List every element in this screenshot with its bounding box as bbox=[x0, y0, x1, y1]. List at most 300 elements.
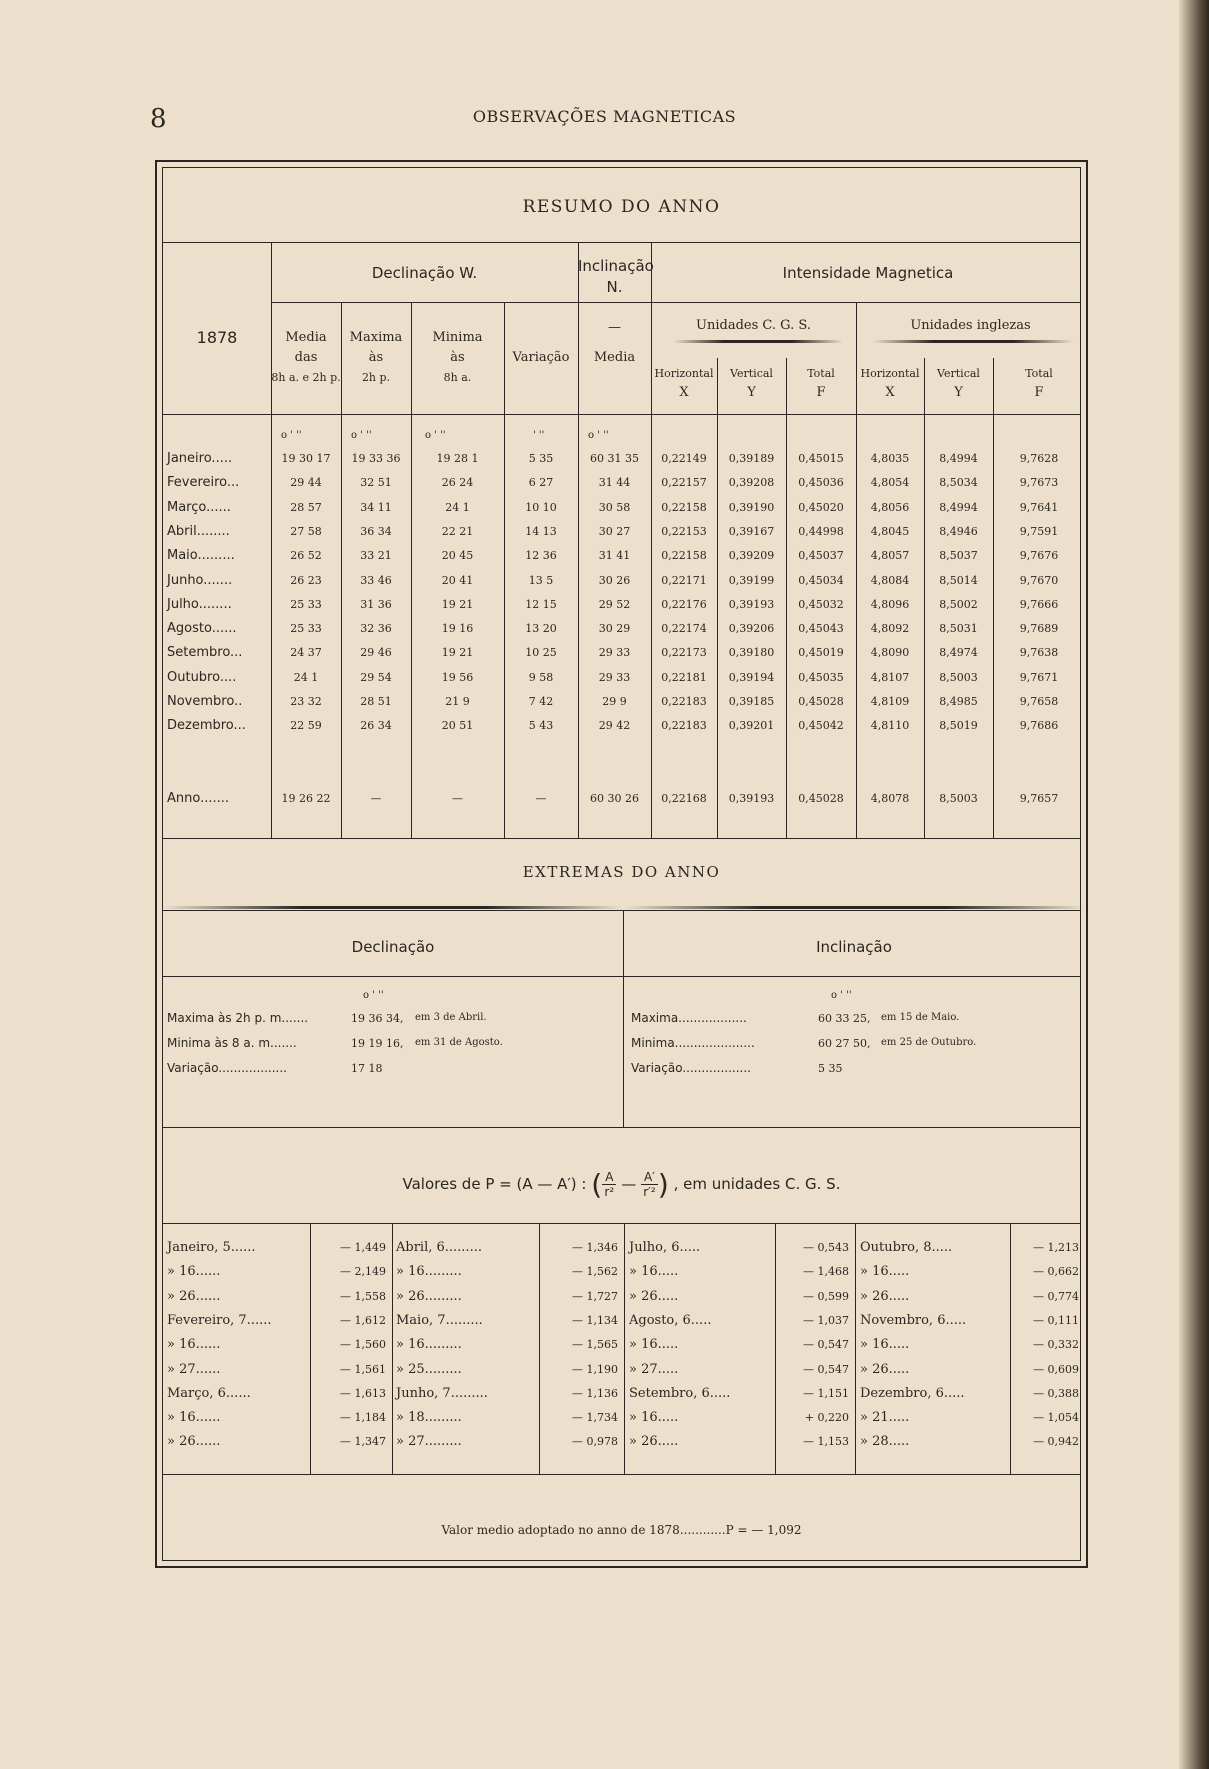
cell-ix: 4,8035 bbox=[870, 452, 910, 465]
unit-symbols: o ' '' bbox=[351, 430, 372, 441]
extremas-incl-units: o ' '' bbox=[831, 990, 852, 1001]
cell-cx: 0,22158 bbox=[661, 549, 707, 563]
cell-iy: 8,4994 bbox=[939, 452, 978, 465]
unit-symbols: ' '' bbox=[533, 430, 545, 441]
extremas-incl-note: em 15 de Maio. bbox=[881, 1012, 960, 1023]
cell-iy: 8,5002 bbox=[939, 597, 978, 611]
table-row bbox=[163, 718, 1085, 738]
cell-maxima: 34 11 bbox=[360, 500, 392, 514]
p-date-label: Julho, 6..... bbox=[629, 1240, 701, 1255]
extremas-swash bbox=[625, 906, 1085, 909]
p-value: — 2,149 bbox=[340, 1265, 386, 1279]
cell-ix: 4,8096 bbox=[870, 597, 910, 611]
p-date-label: Março, 6...... bbox=[167, 1385, 251, 1401]
inglezas-header: Unidades inglezas bbox=[910, 318, 1031, 333]
declinacao-header: Declinação W. bbox=[371, 264, 478, 282]
cell-minima: 20 51 bbox=[441, 719, 474, 733]
cell-variacao: — bbox=[535, 792, 547, 805]
cell-incl: 29 52 bbox=[598, 597, 631, 611]
extremas-decl-value: 19 36 34, bbox=[351, 1012, 404, 1025]
cell-if: 9,7657 bbox=[1019, 792, 1059, 805]
table-row-anno bbox=[163, 791, 1085, 811]
month-label: Fevereiro... bbox=[167, 475, 240, 491]
p-date-label: » 26...... bbox=[167, 1434, 221, 1450]
p-date-label: » 26..... bbox=[629, 1434, 679, 1450]
cgs-total: Total F bbox=[807, 367, 835, 400]
cell-variacao: 10 25 bbox=[525, 646, 557, 660]
p-value: — 0,111 bbox=[1033, 1313, 1079, 1327]
cell-if: 9,7591 bbox=[1019, 524, 1059, 538]
divider bbox=[775, 1223, 776, 1474]
divider bbox=[163, 414, 1080, 415]
p-value: — 1,734 bbox=[572, 1411, 618, 1425]
month-label: Maio......... bbox=[167, 548, 235, 564]
p-value: — 0,662 bbox=[1033, 1265, 1079, 1279]
cell-cx: 0,22173 bbox=[661, 646, 707, 660]
cgs-vertical: Vertical Y bbox=[730, 367, 773, 400]
divider bbox=[1010, 1223, 1011, 1474]
extremas-incl-label: Variação.................. bbox=[631, 1061, 751, 1075]
p-value: — 1,727 bbox=[572, 1289, 618, 1303]
extremas-decl-label: Minima às 8 a. m....... bbox=[167, 1036, 297, 1050]
p-value: — 1,153 bbox=[803, 1435, 849, 1449]
page-number: 8 bbox=[150, 104, 167, 134]
p-value: — 0,388 bbox=[1033, 1386, 1079, 1400]
cell-ix: 4,8107 bbox=[870, 670, 910, 684]
cell-maxima: 19 33 36 bbox=[351, 452, 401, 465]
cell-minima: 21 9 bbox=[445, 695, 470, 708]
p-date-label: » 27...... bbox=[167, 1361, 221, 1377]
extremas-incl-note: em 25 de Outubro. bbox=[881, 1037, 977, 1048]
cell-minima: 19 28 1 bbox=[436, 452, 479, 465]
cell-cy: 0,39194 bbox=[728, 670, 775, 684]
p-date-label: Fevereiro, 7...... bbox=[167, 1312, 272, 1328]
p-date-label: » 16..... bbox=[860, 1337, 910, 1353]
table-row bbox=[163, 694, 1085, 714]
month-label: Julho........ bbox=[167, 596, 232, 612]
p-date-label: » 21..... bbox=[860, 1410, 910, 1426]
cell-ix: 4,8078 bbox=[870, 792, 910, 805]
p-value: — 0,543 bbox=[803, 1241, 849, 1254]
cell-cf: 0,45028 bbox=[798, 792, 844, 805]
cell-cx: 0,22153 bbox=[661, 524, 707, 538]
cell-variacao: 5 43 bbox=[528, 719, 554, 733]
month-label: Dezembro... bbox=[167, 718, 246, 734]
table-row bbox=[163, 524, 1085, 544]
cell-minima: 22 21 bbox=[441, 524, 474, 538]
p-value: — 0,774 bbox=[1033, 1289, 1079, 1303]
divider bbox=[624, 1223, 625, 1474]
p-date-label: Novembro, 6..... bbox=[860, 1312, 967, 1328]
ing-vertical: Vertical Y bbox=[937, 367, 980, 400]
p-date-label: Agosto, 6..... bbox=[629, 1312, 712, 1328]
extremas-incl-label: Minima..................... bbox=[631, 1036, 755, 1050]
cell-variacao: 13 5 bbox=[528, 573, 554, 587]
p-date-label: Janeiro, 5...... bbox=[167, 1240, 256, 1255]
cell-maxima: 29 46 bbox=[360, 646, 392, 660]
p-date-label: » 16...... bbox=[167, 1337, 221, 1353]
cell-media: 25 33 bbox=[290, 622, 322, 636]
month-label: Anno....... bbox=[167, 791, 230, 806]
p-value: — 0,547 bbox=[803, 1338, 849, 1352]
valores-title: Valores de P = (A — A′) : ( $\frac{A}{\text{r²}}$ — $\frac{A'}{\text{r′²}}$ ) , em unidades C. G. S. bbox=[402, 1168, 841, 1201]
cell-variacao: 14 13 bbox=[525, 524, 557, 538]
p-date-label: Outubro, 8..... bbox=[860, 1240, 953, 1255]
cell-media: 24 1 bbox=[293, 670, 319, 684]
p-value: — 1,560 bbox=[340, 1338, 386, 1352]
cgs-swash bbox=[673, 340, 843, 343]
cell-incl: 31 41 bbox=[598, 549, 631, 563]
cell-maxima: 29 54 bbox=[360, 670, 392, 684]
cell-cf: 0,45035 bbox=[798, 670, 844, 684]
p-date-label: Abril, 6......... bbox=[396, 1240, 482, 1255]
p-value: — 1,561 bbox=[340, 1362, 386, 1376]
table-row bbox=[163, 548, 1085, 568]
table-row bbox=[163, 500, 1085, 520]
cell-ix: 4,8109 bbox=[870, 695, 910, 708]
cell-cy: 0,39201 bbox=[728, 719, 775, 733]
cell-cy: 0,39189 bbox=[728, 452, 775, 465]
cell-cy: 0,39185 bbox=[728, 695, 775, 708]
extremas-decl-label: Maxima às 2h p. m....... bbox=[167, 1011, 309, 1025]
extremas-decl-note: em 3 de Abril. bbox=[415, 1012, 487, 1023]
cell-maxima: 32 51 bbox=[360, 476, 392, 490]
p-value: — 1,468 bbox=[803, 1265, 849, 1279]
p-value: — 0,332 bbox=[1033, 1338, 1079, 1352]
cell-incl: 29 9 bbox=[602, 695, 627, 708]
extremas-incl-value: 5 35 bbox=[818, 1062, 843, 1075]
cell-cx: 0,22181 bbox=[661, 670, 707, 684]
running-title: OBSERVAÇÕES MAGNETICAS bbox=[472, 107, 737, 126]
cell-iy: 8,5014 bbox=[939, 573, 978, 587]
extremas-decl-label: Variação.................. bbox=[167, 1061, 287, 1075]
year-label: 1878 bbox=[196, 328, 238, 347]
cell-cx: 0,22183 bbox=[661, 719, 707, 733]
cell-if: 9,7641 bbox=[1019, 500, 1059, 514]
extremas-decl-units: o ' '' bbox=[363, 990, 384, 1001]
inclinacao-media: Media bbox=[593, 350, 636, 365]
cell-ix: 4,8045 bbox=[870, 524, 910, 538]
p-value: — 1,184 bbox=[340, 1411, 386, 1425]
extremas-incl-value: 60 27 50, bbox=[818, 1037, 871, 1050]
p-value: — 1,565 bbox=[572, 1338, 618, 1352]
cell-cf: 0,45037 bbox=[798, 549, 844, 563]
cell-minima: 20 45 bbox=[441, 549, 474, 563]
p-value: — 0,547 bbox=[803, 1362, 849, 1376]
cell-cy: 0,39209 bbox=[728, 549, 775, 563]
p-value: — 0,942 bbox=[1033, 1435, 1079, 1449]
col-variacao-header: Variação bbox=[512, 350, 570, 365]
p-date-label: » 26...... bbox=[167, 1288, 221, 1304]
cell-cx: 0,22174 bbox=[661, 622, 707, 636]
cell-media: 19 26 22 bbox=[281, 792, 331, 805]
p-date-label: » 16...... bbox=[167, 1264, 221, 1280]
cell-cf: 0,45019 bbox=[798, 646, 844, 660]
cell-media: 24 37 bbox=[290, 646, 322, 660]
table-row bbox=[163, 451, 1085, 471]
cell-iy: 8,4994 bbox=[939, 500, 978, 514]
p-value: — 1,037 bbox=[803, 1313, 849, 1327]
cell-media: 27 58 bbox=[290, 524, 322, 538]
month-label: Novembro.. bbox=[167, 694, 243, 709]
cell-variacao: 6 27 bbox=[528, 476, 554, 490]
p-date-label: » 16..... bbox=[629, 1410, 679, 1426]
cell-media: 19 30 17 bbox=[281, 452, 331, 465]
cell-iy: 8,4946 bbox=[939, 524, 978, 538]
cell-maxima: 32 36 bbox=[360, 622, 392, 636]
cell-minima: 20 41 bbox=[441, 573, 474, 587]
table-row bbox=[163, 597, 1085, 617]
cgs-header: Unidades C. G. S. bbox=[696, 318, 811, 333]
extremas-incl-value: 60 33 25, bbox=[818, 1012, 871, 1025]
cell-media: 29 44 bbox=[290, 476, 322, 490]
cell-if: 9,7628 bbox=[1019, 452, 1059, 465]
p-date-label: Dezembro, 6..... bbox=[860, 1385, 965, 1401]
cell-cx: 0,22168 bbox=[661, 792, 707, 805]
divider bbox=[163, 242, 1080, 243]
p-date-label: » 16......... bbox=[396, 1264, 462, 1280]
cell-ix: 4,8054 bbox=[870, 476, 910, 490]
cell-minima: 19 21 bbox=[441, 646, 474, 660]
cell-cf: 0,45036 bbox=[798, 476, 844, 490]
extremas-swash bbox=[163, 906, 623, 909]
cell-maxima: — bbox=[370, 792, 382, 805]
cell-iy: 8,5003 bbox=[939, 792, 978, 805]
divider bbox=[855, 1223, 856, 1474]
cell-maxima: 31 36 bbox=[360, 597, 392, 611]
cell-cx: 0,22158 bbox=[661, 500, 707, 514]
col-minima-header: Minima às 8h a. bbox=[432, 330, 483, 384]
resumo-title: RESUMO DO ANNO bbox=[522, 197, 721, 217]
cell-maxima: 33 46 bbox=[360, 573, 392, 587]
cell-cf: 0,45042 bbox=[798, 719, 844, 733]
cell-cx: 0,22171 bbox=[661, 573, 707, 587]
inclinacao-dash: — bbox=[608, 320, 621, 335]
unit-symbols: o ' '' bbox=[588, 430, 609, 441]
table-row bbox=[163, 621, 1085, 641]
p-value: — 0,599 bbox=[803, 1289, 849, 1303]
cell-iy: 8,5031 bbox=[939, 622, 978, 636]
cell-maxima: 26 34 bbox=[360, 719, 392, 733]
cell-cx: 0,22183 bbox=[661, 695, 707, 708]
cell-cy: 0,39208 bbox=[728, 476, 775, 490]
cell-incl: 31 44 bbox=[598, 476, 631, 490]
cell-cf: 0,44998 bbox=[798, 524, 844, 538]
cell-cf: 0,45032 bbox=[798, 597, 844, 611]
col-media-header: Media das 8h a. e 2h p. bbox=[271, 330, 341, 384]
cell-cf: 0,45028 bbox=[798, 695, 844, 708]
unit-symbols: o ' '' bbox=[425, 430, 446, 441]
month-label: Agosto...... bbox=[167, 621, 237, 637]
cell-variacao: 10 10 bbox=[525, 500, 557, 514]
divider bbox=[392, 1223, 393, 1474]
cell-ix: 4,8110 bbox=[870, 719, 910, 733]
month-label: Setembro... bbox=[167, 645, 243, 661]
table-frame-inner bbox=[162, 167, 1081, 1561]
cell-incl: 29 33 bbox=[598, 646, 631, 660]
cell-media: 22 59 bbox=[290, 719, 322, 733]
cell-cy: 0,39190 bbox=[728, 500, 775, 514]
cell-cx: 0,22149 bbox=[661, 452, 707, 465]
cell-media: 25 33 bbox=[290, 597, 322, 611]
cell-ix: 4,8090 bbox=[870, 646, 910, 660]
page-edge-shadow bbox=[1179, 0, 1209, 1769]
cell-cf: 0,45043 bbox=[798, 622, 844, 636]
divider bbox=[310, 1223, 311, 1474]
cell-maxima: 33 21 bbox=[360, 549, 392, 563]
divider bbox=[504, 302, 505, 838]
cell-iy: 8,5003 bbox=[939, 670, 978, 684]
table-row bbox=[163, 645, 1085, 665]
month-label: Outubro.... bbox=[167, 669, 237, 685]
cell-iy: 8,4985 bbox=[939, 695, 978, 708]
cell-variacao: 12 15 bbox=[525, 597, 557, 611]
p-value: — 1,613 bbox=[340, 1386, 386, 1400]
cell-ix: 4,8057 bbox=[870, 549, 910, 563]
valor-medio-footer: Valor medio adoptado no anno de 1878............P = — 1,092 bbox=[441, 1523, 802, 1537]
p-value: — 1,346 bbox=[572, 1241, 618, 1254]
cell-incl: 60 30 26 bbox=[590, 792, 639, 805]
cell-minima: 19 21 bbox=[441, 597, 474, 611]
ing-total: Total F bbox=[1025, 367, 1053, 400]
cell-ix: 4,8084 bbox=[870, 573, 910, 587]
divider bbox=[163, 910, 1080, 911]
p-value: — 1,612 bbox=[340, 1313, 386, 1327]
cell-cy: 0,39167 bbox=[728, 524, 775, 538]
p-date-label: » 27..... bbox=[629, 1361, 679, 1377]
cell-minima: 26 24 bbox=[441, 476, 474, 490]
cell-variacao: 9 58 bbox=[528, 670, 554, 684]
unit-symbols: o ' '' bbox=[281, 430, 302, 441]
p-date-label: » 28..... bbox=[860, 1434, 910, 1450]
extremas-incl-label: Maxima.................. bbox=[631, 1011, 747, 1025]
extremas-decl-note: em 31 de Agosto. bbox=[415, 1037, 503, 1048]
p-value: — 1,347 bbox=[340, 1435, 386, 1449]
cell-cx: 0,22176 bbox=[661, 597, 707, 611]
divider bbox=[163, 1127, 1080, 1128]
cell-if: 9,7658 bbox=[1019, 695, 1059, 708]
p-date-label: » 26..... bbox=[629, 1288, 679, 1304]
cell-incl: 30 26 bbox=[598, 573, 631, 587]
p-value: — 1,562 bbox=[572, 1265, 618, 1279]
month-label: Junho....... bbox=[167, 572, 233, 588]
ing-horizontal: Horizontal X bbox=[860, 367, 920, 400]
divider bbox=[539, 1223, 540, 1474]
p-value: — 1,151 bbox=[803, 1386, 849, 1400]
cell-if: 9,7686 bbox=[1019, 719, 1059, 733]
cell-if: 9,7638 bbox=[1019, 646, 1059, 660]
cell-if: 9,7676 bbox=[1019, 549, 1059, 563]
cell-ix: 4,8092 bbox=[870, 622, 910, 636]
cell-incl: 30 58 bbox=[598, 500, 631, 514]
p-date-label: » 25......... bbox=[396, 1361, 462, 1377]
cell-minima: 24 1 bbox=[445, 500, 470, 514]
p-date-label: » 26......... bbox=[396, 1288, 462, 1304]
p-value: — 1,136 bbox=[572, 1386, 618, 1400]
p-date-label: » 18......... bbox=[396, 1410, 462, 1426]
p-date-label: Setembro, 6..... bbox=[629, 1385, 731, 1401]
cell-cf: 0,45015 bbox=[798, 452, 844, 465]
cell-cf: 0,45020 bbox=[798, 500, 844, 514]
cell-variacao: 13 20 bbox=[525, 622, 557, 636]
cell-incl: 29 42 bbox=[598, 719, 631, 733]
p-date-label: » 16......... bbox=[396, 1337, 462, 1353]
cgs-horizontal: Horizontal X bbox=[654, 367, 714, 400]
p-value: — 1,054 bbox=[1033, 1411, 1079, 1425]
cell-cx: 0,22157 bbox=[661, 476, 707, 490]
cell-iy: 8,5019 bbox=[939, 719, 978, 733]
p-date-label: » 16..... bbox=[860, 1264, 910, 1280]
cell-variacao: 7 42 bbox=[528, 695, 554, 708]
inclinacao-header: Inclinação N. bbox=[578, 257, 654, 296]
cell-minima: — bbox=[452, 792, 463, 805]
cell-incl: 30 29 bbox=[598, 622, 631, 636]
p-date-label: » 16...... bbox=[167, 1410, 221, 1426]
intensidade-header: Intensidade Magnetica bbox=[782, 264, 954, 282]
cell-ix: 4,8056 bbox=[870, 500, 910, 514]
cell-cy: 0,39206 bbox=[728, 622, 775, 636]
cell-iy: 8,4974 bbox=[939, 646, 978, 660]
p-date-label: Junho, 7......... bbox=[396, 1385, 488, 1401]
table-row bbox=[163, 573, 1085, 593]
month-label: Março...... bbox=[167, 499, 231, 515]
extremas-decl-value: 19 19 16, bbox=[351, 1037, 404, 1050]
extremas-inclinacao-header: Inclinação bbox=[816, 938, 892, 956]
cell-cy: 0,39193 bbox=[728, 792, 775, 805]
divider bbox=[163, 976, 1080, 977]
cell-iy: 8,5034 bbox=[939, 476, 978, 490]
cell-cf: 0,45034 bbox=[798, 573, 844, 587]
p-value: — 0,609 bbox=[1033, 1362, 1079, 1376]
divider bbox=[163, 838, 1080, 839]
divider bbox=[271, 302, 1080, 303]
cell-incl: 29 33 bbox=[598, 670, 631, 684]
table-frame bbox=[155, 160, 1088, 1568]
cell-media: 26 23 bbox=[290, 573, 322, 587]
p-value: + 0,220 bbox=[804, 1411, 849, 1425]
cell-incl: 30 27 bbox=[598, 524, 631, 538]
cell-if: 9,7670 bbox=[1019, 573, 1059, 587]
p-value: — 1,213 bbox=[1033, 1241, 1079, 1254]
cell-media: 26 52 bbox=[290, 549, 322, 563]
month-label: Abril........ bbox=[167, 523, 230, 539]
extremas-declinacao-header: Declinação bbox=[351, 938, 435, 956]
table-row bbox=[163, 670, 1085, 690]
cell-variacao: 5 35 bbox=[528, 452, 554, 465]
p-value: — 0,978 bbox=[572, 1435, 618, 1449]
cell-media: 28 57 bbox=[290, 500, 322, 514]
col-maxima-header: Maxima às 2h p. bbox=[349, 330, 403, 384]
p-date-label: » 26..... bbox=[860, 1361, 910, 1377]
table-row bbox=[163, 475, 1085, 495]
p-date-label: Maio, 7......... bbox=[396, 1312, 483, 1328]
p-value: — 1,134 bbox=[572, 1313, 618, 1327]
month-label: Janeiro..... bbox=[167, 451, 233, 466]
p-value: — 1,449 bbox=[340, 1241, 386, 1254]
p-date-label: » 26..... bbox=[860, 1288, 910, 1304]
cell-if: 9,7671 bbox=[1019, 670, 1059, 684]
p-date-label: » 16..... bbox=[629, 1337, 679, 1353]
cell-incl: 60 31 35 bbox=[590, 452, 639, 465]
cell-media: 23 32 bbox=[290, 695, 322, 708]
cell-cy: 0,39193 bbox=[728, 597, 775, 611]
p-value: — 1,558 bbox=[340, 1289, 386, 1303]
extremas-decl-value: 17 18 bbox=[351, 1062, 383, 1075]
p-value: — 1,190 bbox=[572, 1362, 618, 1376]
cell-cy: 0,39180 bbox=[728, 646, 775, 660]
cell-cy: 0,39199 bbox=[728, 573, 775, 587]
cell-if: 9,7673 bbox=[1019, 476, 1059, 490]
